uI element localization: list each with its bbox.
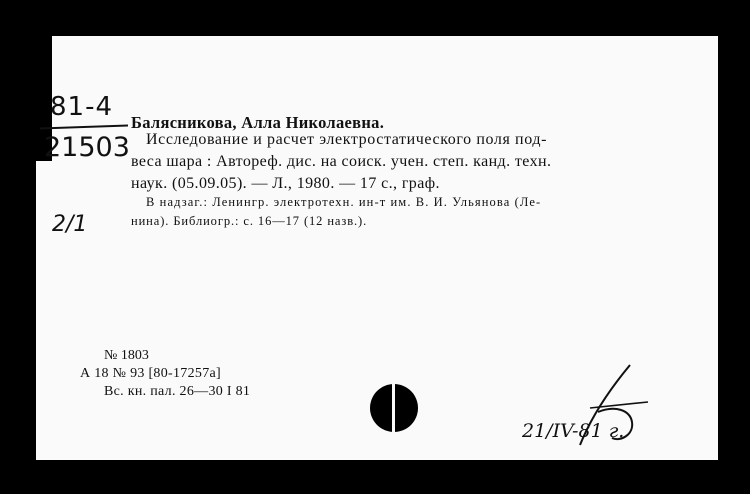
note-line: нина). Библиогр.: с. 16—17 (12 назв.).	[131, 214, 368, 228]
registry-line: А 18 № 93 [80-17257а]	[80, 366, 221, 381]
note-line: В надзаг.: Ленингр. электротехн. ин-т им. В. И. Ульянова (Ле-	[146, 195, 542, 209]
scan-border-bottom	[0, 460, 750, 494]
title-line: Исследование и расчет электростатического поля под-	[146, 131, 548, 148]
handwritten-date: 21/IV-81 г.	[522, 420, 625, 442]
publisher-info: Вс. кн. пал. 26—30 I 81	[104, 384, 251, 399]
author-heading: Балясникова, Алла Николаевна.	[131, 113, 385, 132]
scan-border-top	[0, 0, 750, 36]
handwritten-margin-note: 2/1	[52, 212, 88, 237]
handwritten-class-code: 81-4	[50, 92, 114, 122]
title-line: веса шара : Автореф. дис. на соиск. учен. степ. канд. техн.	[131, 153, 552, 170]
handwritten-inventory-number: 21503	[44, 132, 130, 163]
punch-hole	[370, 384, 418, 432]
title-line: наук. (05.09.05). — Л., 1980. — 17 с., граф.	[131, 175, 440, 192]
card-edge-shadow	[30, 161, 36, 481]
record-number: № 1803	[104, 348, 149, 363]
scan-border-right	[718, 0, 750, 494]
